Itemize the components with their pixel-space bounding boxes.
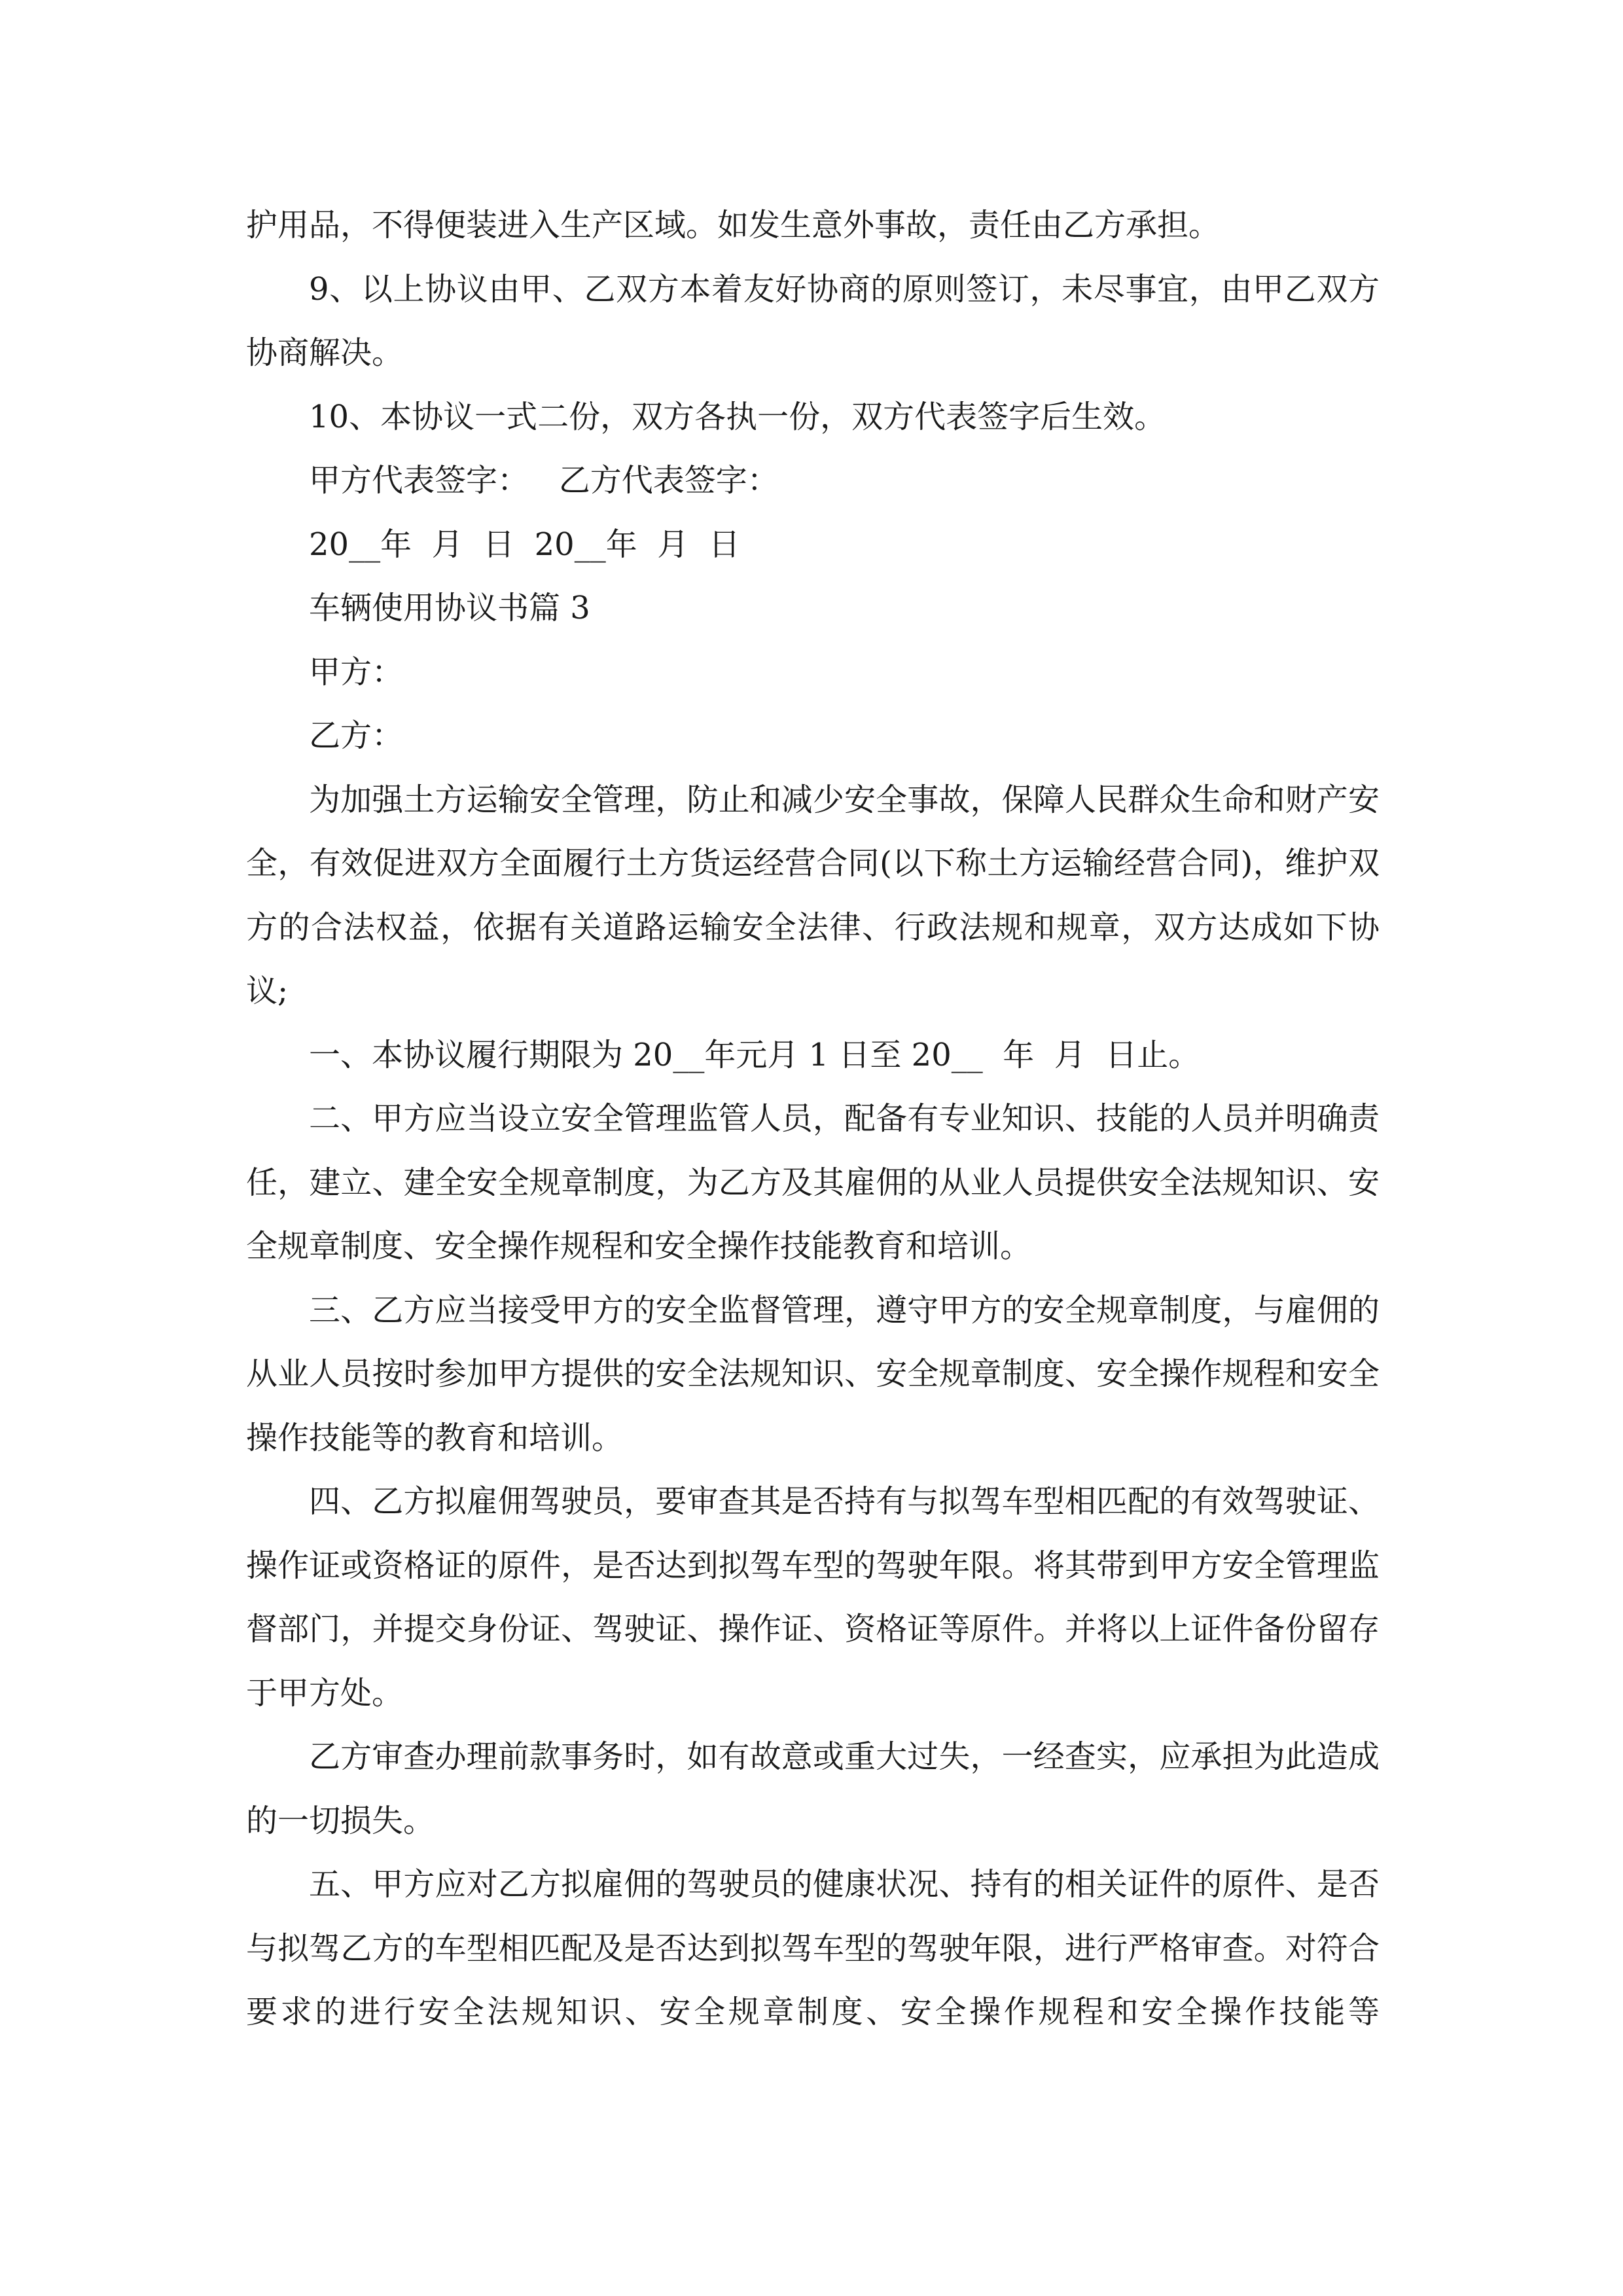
party-a-line: 甲方： [309, 653, 404, 691]
paragraph: 四、乙方拟雇佣驾驶员，要审查其是否持有与拟驾车型相匹配的有效驾驶证、操作证或资格证的原件，是否达到拟驾车型的驾驶年限。将其带到甲方安全管理监督部门，并提交身份证、驾驶证、操作证、资格证等原件。并将以上证件备份留存于甲方处。 [246, 1483, 1380, 1712]
paragraph: 二、甲方应当设立安全管理监管人员，配备有专业知识、技能的人员并明确责任，建立、建全安全规章制度，为乙方及其雇佣的从业人员提供安全法规知识、安全规章制度、安全操作规程和安全操作技能教育和培训。 [246, 1100, 1380, 1265]
paragraph: 10、本协议一式二份，双方各执一份，双方代表签字后生效。 [309, 398, 1166, 435]
paragraph: 五、甲方应对乙方拟雇佣的驾驶员的健康状况、持有的相关证件的原件、是否与拟驾乙方的车型相匹配及是否达到拟驾车型的驾驶年限，进行严格审查。对符合要求的进行安全法规知识、安全规章制度、安全操作规程和安全操作技能等 [246, 1866, 1380, 2030]
signature-line: 甲方代表签字： 乙方代表签字： [309, 462, 779, 499]
document-body [246, 194, 1380, 2045]
paragraph: 一、本协议履行期限为 20__年元月 1 日至 20__ 年 月 日止。 [309, 1036, 1200, 1073]
paragraph: 9、以上协议由甲、乙双方本着友好协商的原则签订，未尽事宜，由甲乙双方协商解决。 [246, 270, 1380, 371]
date-line: 20__年 月 日 20__年 月 日 [309, 526, 740, 563]
paragraph: 乙方审查办理前款事务时，如有故意或重大过失，一经查实，应承担为此造成的一切损失。 [246, 1738, 1380, 1839]
party-b-line: 乙方： [309, 717, 404, 754]
section-heading: 车辆使用协议书篇 3 [309, 590, 590, 626]
paragraph: 三、乙方应当接受甲方的安全监督管理，遵守甲方的安全规章制度，与雇佣的从业人员按时参加甲方提供的安全法规知识、安全规章制度、安全操作规程和安全操作技能等的教育和培训。 [246, 1291, 1380, 1456]
paragraph: 护用品，不得便装进入生产区域。如发生意外事故，责任由乙方承担。 [246, 207, 1221, 243]
paragraph: 为加强土方运输安全管理，防止和减少安全事故，保障人民群众生命和财产安全，有效促进双方全面履行土方货运经营合同(以下称土方运输经营合同)，维护双方的合法权益，依据有关道路运输安全法律、行政法规和规章，双方达成如下协议; [246, 781, 1380, 1009]
